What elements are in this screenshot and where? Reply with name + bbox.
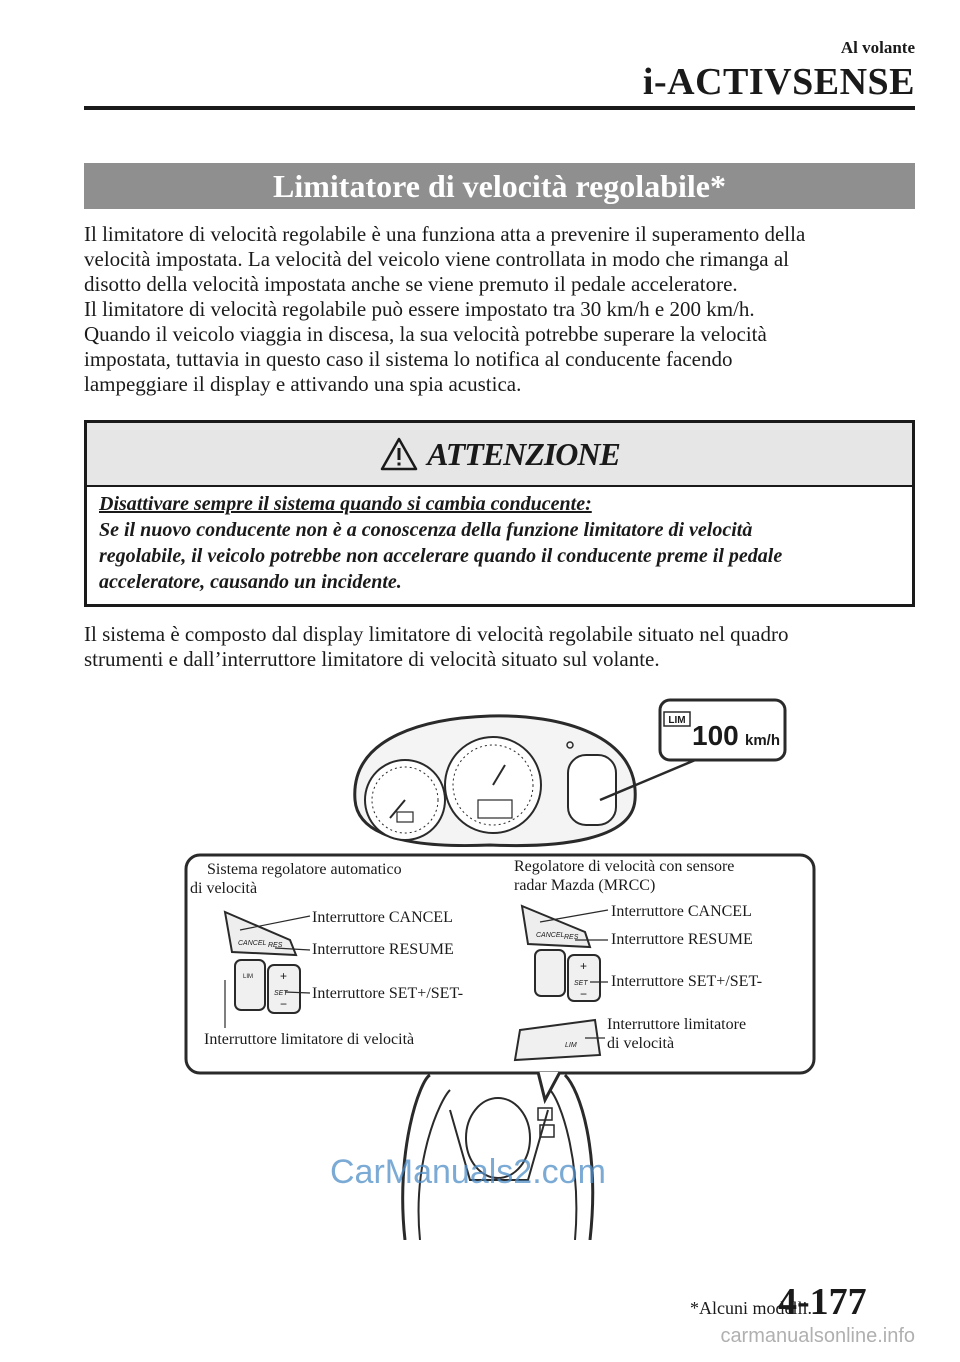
right-cancel-label: CANCEL — [536, 932, 565, 939]
intro-line: impostata, tuttavia in questo caso il sistema lo notifica al conducente facendo — [84, 347, 733, 371]
right-set-callout: Interruttore SET+/SET- — [611, 973, 763, 990]
warning-line: regolabile, il veicolo potrebbe non accelerare quando il conducente preme il pedale — [99, 545, 783, 567]
right-resume-callout: Interruttore RESUME — [611, 931, 753, 948]
intro-paragraph — [84, 222, 914, 397]
right-distance-button — [535, 950, 565, 996]
section-header: i-ACTIVSENSE — [642, 61, 915, 103]
warning-triangle-icon — [379, 436, 419, 472]
left-resume-callout: Interruttore RESUME — [312, 941, 454, 958]
left-res-label: RES — [268, 942, 283, 949]
instrument-cluster — [355, 716, 700, 846]
warning-title: ATTENZIONE — [427, 435, 620, 472]
right-minus-text: − — [580, 987, 588, 1001]
left-set-text: SET — [274, 990, 288, 997]
left-cancel-callout: Interruttore CANCEL — [312, 909, 453, 926]
system-paragraph — [84, 622, 914, 672]
speed-limiter-display — [660, 700, 785, 760]
warning-line: Se il nuovo conducente non è a conoscenza della funzione limitatore di velocità — [99, 519, 753, 541]
chapter-title: Al volante — [840, 38, 915, 57]
right-set-text: SET — [574, 980, 588, 987]
left-limiter-callout: Interruttore limitatore di velocità — [204, 1031, 415, 1048]
intro-line: Quando il veicolo viaggia in discesa, la sua velocità potrebbe superare la velocità — [84, 322, 767, 346]
intro-line: Il limitatore di velocità regolabile è una funziona atta a prevenire il superamento della — [84, 222, 806, 246]
section-title: Limitatore di velocità regolabile* — [273, 167, 726, 204]
right-group-title-2: radar Mazda (MRCC) — [514, 877, 656, 894]
site-watermark: carmanualsonline.info — [720, 1325, 915, 1347]
left-lim-button — [235, 960, 265, 1010]
left-plus-text: + — [280, 969, 288, 983]
watermark: CarManuals2.com — [330, 1153, 606, 1191]
warning-box — [84, 420, 915, 607]
callout-pointer — [538, 1072, 560, 1100]
right-group-title-1: Regolatore di velocità con sensore — [514, 858, 735, 875]
right-limiter-callout-2: di velocità — [607, 1035, 675, 1052]
footnote: *Alcuni modelli. — [690, 1298, 812, 1318]
right-cancel-callout: Interruttore CANCEL — [611, 903, 752, 920]
intro-line: disotto della velocità impostata anche se viene premuto il pedale acceleratore. — [84, 272, 738, 296]
left-cancel-label: CANCEL — [238, 940, 267, 947]
intro-line: velocità impostata. La velocità del veicolo viene controllata in modo che rimanga al — [84, 247, 789, 271]
intro-line: Il limitatore di velocità regolabile può essere impostato tra 30 km/h e 200 km/h. — [84, 297, 755, 321]
intro-line: lampeggiare il display e attivando una spia acustica. — [84, 372, 522, 396]
section-title-banner — [84, 163, 915, 209]
display-speed: 100 — [692, 720, 739, 751]
left-group-title-1: Sistema regolatore automatico — [207, 861, 402, 878]
system-line: strumenti e dall’interruttore limitatore di velocità situato sul volante. — [84, 647, 660, 671]
right-limiter-callout-1: Interruttore limitatore — [607, 1016, 747, 1033]
warning-body — [87, 487, 912, 599]
left-set-callout: Interruttore SET+/SET- — [312, 985, 464, 1002]
display-lim-badge: LIM — [668, 715, 686, 726]
warning-line: Disattivare sempre il sistema quando si cambia conducente: — [99, 493, 592, 515]
display-unit: km/h — [745, 732, 781, 749]
left-lim-text: LIM — [243, 974, 254, 980]
right-lim-text: LIM — [565, 1042, 577, 1049]
right-res-label: RES — [564, 934, 579, 941]
system-line: Il sistema è composto dal display limitatore di velocità regolabile situato nel quadro — [84, 622, 789, 646]
left-group-title-2: di velocità — [190, 880, 258, 897]
warning-line: acceleratore, causando un incidente. — [99, 571, 402, 593]
right-plus-text: + — [580, 959, 588, 973]
warning-header — [87, 423, 912, 487]
left-minus-text: − — [280, 997, 288, 1011]
page-number: 4-177 — [778, 1281, 867, 1323]
header-rule — [84, 106, 915, 110]
